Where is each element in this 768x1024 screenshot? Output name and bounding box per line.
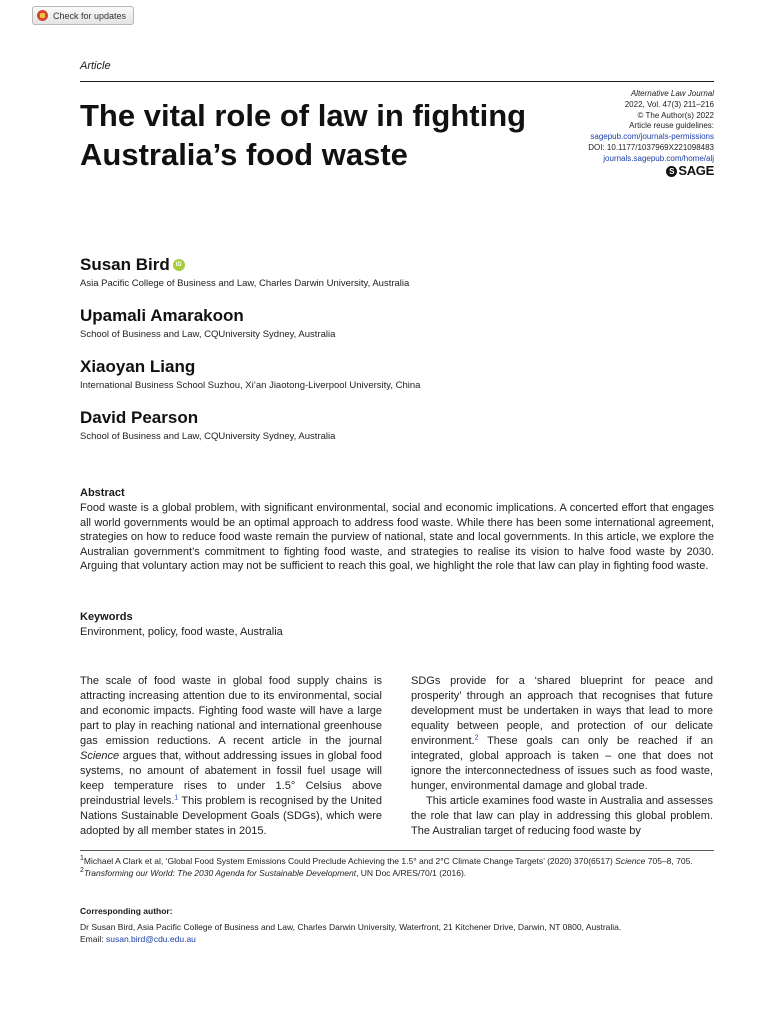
footnote-ref[interactable]: 1 — [174, 794, 179, 802]
crossmark-icon — [37, 10, 48, 21]
orcid-icon[interactable]: iD — [173, 259, 185, 271]
check-for-updates-label: Check for updates — [53, 10, 127, 21]
footnote-text: , UN Doc A/RES/70/1 (2016). — [356, 868, 467, 878]
body-text: SDGs provide for a ‘shared blueprint for peace and prosperity’ through an approach that recognises that future development must be undertaken in ways that lead to more equality between people, and protection of our delicate environment. — [411, 675, 713, 747]
author-affiliation: School of Business and Law, CQUniversity Sydney, Australia — [80, 431, 336, 442]
journal-name: Alternative Law Journal — [630, 89, 714, 98]
reuse-label: Article reuse guidelines: — [629, 121, 714, 131]
author-name: Upamali Amarakoon — [80, 306, 244, 325]
footnote-ref[interactable]: 2 — [474, 734, 479, 742]
publisher-name: SAGE — [678, 162, 714, 178]
volume-line: 2022, Vol. 47(3) 211–216 — [624, 99, 714, 109]
body-column-right — [411, 674, 713, 839]
body-paragraph: This article examines food waste in Australia and assesses the role that law can play in addressing this global problem. The Australian target of reducing food waste by — [411, 795, 713, 837]
footnote-number: 1 — [80, 855, 84, 863]
corresponding-email-line — [80, 933, 720, 945]
footnote-text: Michael A Clark et al, ‘Global Food System Emissions Could Preclude Achieving the 1.5° and 2°C Climate Change Targets’ (2020) 370(6517) — [83, 856, 616, 866]
corresponding-author-heading: Corresponding author: — [80, 906, 173, 916]
article-title: The vital role of law in fighting Australia’s food waste — [80, 98, 527, 172]
body-paragraph — [411, 674, 713, 794]
body-text: These goals can only be reached if an integrated, global approach is taken – one that does not ignore the interconnectedness of issues such as food waste, hunger, environmental damage and global trade. — [411, 735, 713, 792]
footnote-rule — [80, 850, 714, 851]
author-block — [80, 306, 335, 340]
body-text: The scale of food waste in global food supply chains is attracting increasing attention due to its environmental, social and economic impacts. Fighting food waste will have a large part to play in reaching national and international greenhouse gas emission reductions. A recent article in the journal — [80, 675, 382, 747]
author-block — [80, 255, 409, 289]
doi-line: DOI: 10.1177/1037969X221098483 — [588, 142, 714, 152]
header-rule — [80, 81, 714, 82]
author-block — [80, 357, 420, 391]
footnote — [80, 867, 714, 879]
copyright-line: © The Author(s) 2022 — [637, 110, 714, 120]
footnote-number: 2 — [80, 867, 84, 875]
corresponding-address: Dr Susan Bird, Asia Pacific College of Business and Law, Charles Darwin University, Waterfront, 21 Kitchener Drive, Darwin, NT 0800, Australia. — [80, 922, 622, 932]
author-affiliation: International Business School Suzhou, Xi’an Jiaotong-Liverpool University, China — [80, 380, 421, 391]
footnote-text: 705–8, 705. — [645, 856, 693, 866]
journal-home-link[interactable]: journals.sagepub.com/home/alj — [603, 153, 714, 163]
journal-name-italic: Science — [80, 750, 120, 762]
author-name — [80, 255, 409, 275]
author-block — [80, 408, 335, 442]
body-paragraph — [80, 674, 382, 839]
author-affiliation: School of Business and Law, CQUniversity Sydney, Australia — [80, 329, 336, 340]
sage-logo-icon: S — [666, 166, 677, 177]
permissions-link[interactable]: sagepub.com/journals-permissions — [590, 132, 714, 142]
keywords-heading: Keywords — [80, 611, 133, 623]
footnotes — [80, 855, 714, 879]
body-text: This problem is recognised by the United Nations Sustainable Development Goals (SDGs), which were adopted by all member states in 2015. — [80, 795, 382, 837]
body-column-left — [80, 674, 382, 839]
keywords-text: Environment, policy, food waste, Australia — [80, 626, 283, 638]
author-affiliation: Asia Pacific College of Business and Law, Charles Darwin University, Australia — [80, 278, 410, 289]
author-name: David Pearson — [80, 408, 199, 427]
author-name-text: Susan Bird — [80, 255, 170, 274]
article-type-label: Article — [80, 60, 111, 72]
email-link[interactable]: susan.bird@cdu.edu.au — [105, 934, 196, 944]
footnote-italic: Transforming our World: The 2030 Agenda for Sustainable Development — [83, 868, 357, 878]
author-name: Xiaoyan Liang — [80, 357, 196, 376]
footnote — [80, 855, 714, 867]
abstract-text: Food waste is a global problem, with significant environmental, social and economic implications. A concerted effort that engages all world governments would be an optimal approach to address food waste. While there has been some international agreement, strategies on how to reduce food waste remain the purview of national, state and local governments. In this article, we explore the Australian government’s commitment to fighting food waste, and strategies to realise its vision to halve food waste by 2030. Arguing that voluntary action may not be sufficient to reach this goal, we highlight the role that law can play in fighting food waste. — [80, 502, 714, 572]
corresponding-author-details — [80, 921, 720, 945]
footnote-italic: Science — [615, 856, 646, 866]
check-for-updates-button[interactable] — [32, 6, 134, 25]
email-label: Email: — [80, 934, 106, 944]
body-text: argues that, without addressing issues in global food systems, no amount of abatement in fossil fuel usage will keep temperature rises to under 1.5° Celsius above preindustrial levels. — [80, 750, 382, 807]
abstract-heading: Abstract — [80, 487, 125, 499]
